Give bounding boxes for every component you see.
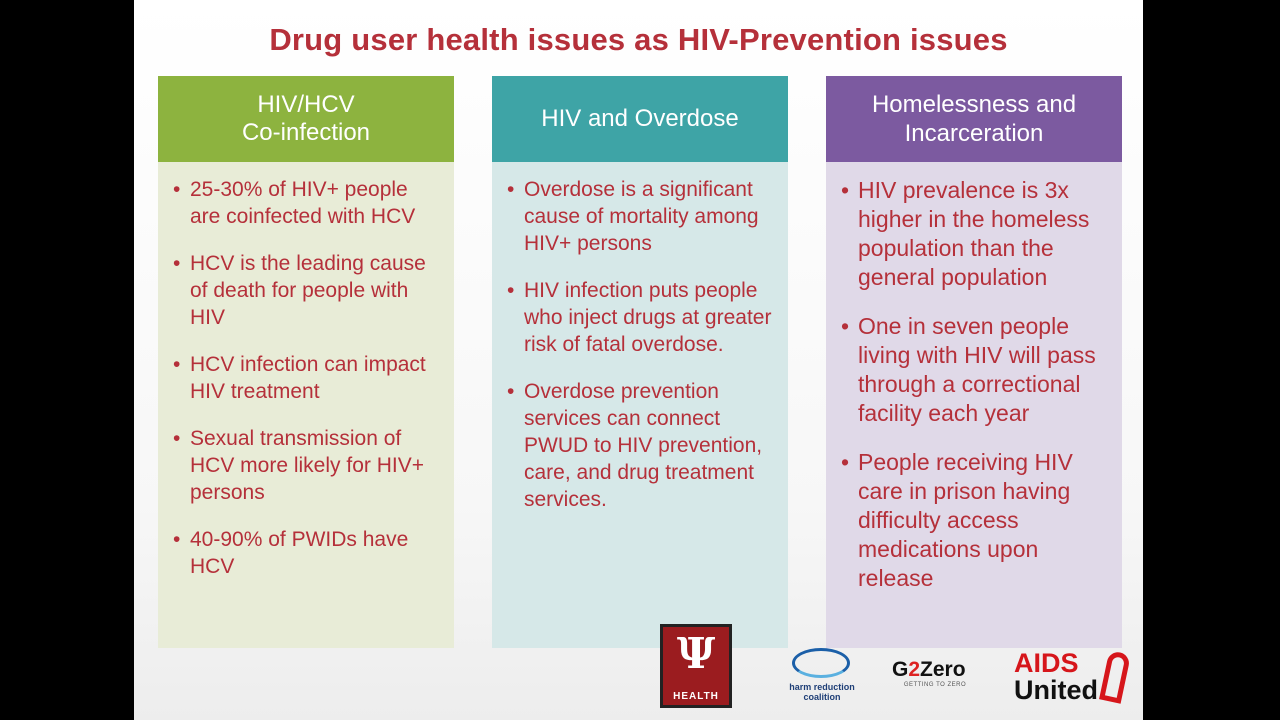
bullet-list xyxy=(492,162,788,513)
heading-line: HIV/HCV xyxy=(257,91,355,118)
bullet-item: • Overdose is a significant cause of mortality among HIV+ persons xyxy=(504,176,776,257)
iu-health-logo xyxy=(660,624,732,708)
slide xyxy=(134,0,1143,720)
bullet-item: • Overdose prevention services can connect PWUD to HIV prevention, care, and drug treatment services. xyxy=(504,378,776,513)
hrc-logo-text: harm reduction coalition xyxy=(789,682,855,702)
aids-united-logo xyxy=(1014,650,1126,710)
heading-line: Homelessness and xyxy=(871,91,1077,118)
slide-title: Drug user health issues as HIV-Prevention issues xyxy=(269,22,1008,57)
iu-health-logo-text: HEALTH xyxy=(673,691,719,702)
bullet-item: • HIV prevalence is 3x higher in the homeless population than the general population xyxy=(838,176,1110,292)
bullet-item: • HCV infection can impact HIV treatment xyxy=(170,351,442,405)
column-heading xyxy=(492,76,788,162)
trident-icon: Ψ xyxy=(676,629,716,678)
bullet-list xyxy=(826,162,1122,593)
column-hiv-overdose xyxy=(492,76,788,511)
column-homelessness-incarceration xyxy=(826,76,1122,591)
g2zero-logo xyxy=(892,658,978,688)
g2zero-name-b: 2 xyxy=(908,658,921,681)
bullet-item: • Sexual transmission of HCV more likely for HIV+ persons xyxy=(170,425,442,506)
logo-strip xyxy=(134,620,1143,720)
column-body xyxy=(158,162,454,648)
column-body xyxy=(492,162,788,648)
heading-line: HIV and Overdose xyxy=(541,105,739,132)
column-body xyxy=(826,162,1122,648)
g2zero-tagline: GETTING TO ZERO xyxy=(903,682,967,688)
heading-line: Incarceration xyxy=(904,120,1044,147)
aids-united-line1: AIDS xyxy=(1014,648,1079,678)
bullet-item: • HCV is the leading cause of death for people with HIV xyxy=(170,250,442,331)
bullet-item: • HIV infection puts people who inject drugs at greater risk of fatal overdose. xyxy=(504,277,776,358)
bullet-item: • One in seven people living with HIV will pass through a correctional facility each year xyxy=(838,312,1110,428)
bullet-item: • 40-90% of PWIDs have HCV xyxy=(170,526,442,580)
column-heading xyxy=(158,76,454,162)
column-hiv-hcv xyxy=(158,76,454,578)
bullet-item: • 25-30% of HIV+ people are coinfected with HCV xyxy=(170,176,442,230)
g2zero-name xyxy=(892,658,978,682)
heading-line: Co-infection xyxy=(241,119,371,146)
g2zero-name-a: G xyxy=(892,658,909,681)
swirl-icon xyxy=(792,648,850,678)
bullet-list xyxy=(158,162,454,580)
harm-reduction-coalition-logo xyxy=(782,648,862,708)
aids-united-line2: United xyxy=(1014,675,1098,705)
g2zero-name-c: Zero xyxy=(920,658,966,681)
column-heading xyxy=(826,76,1122,162)
bullet-item: • People receiving HIV care in prison having difficulty access medications upon release xyxy=(838,448,1110,593)
